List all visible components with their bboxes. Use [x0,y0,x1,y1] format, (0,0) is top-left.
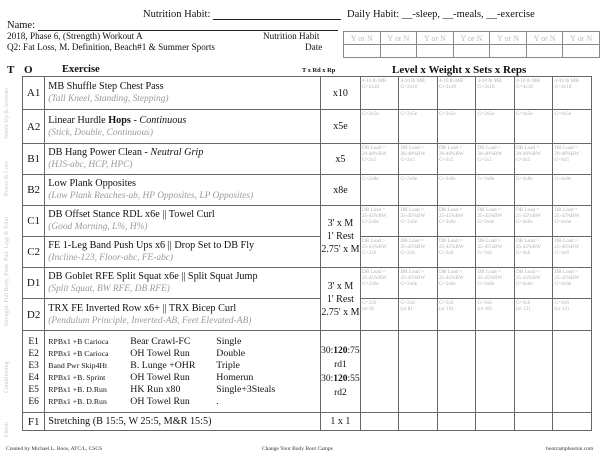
goal-line: Q2: Fat Loss, M. Definition, Beach#1 & Summer Sports [7,42,215,52]
footer-url: bootcampboston.com [546,446,594,452]
order-label: C1 [23,206,45,237]
yorn-cell[interactable]: Y or N [526,32,563,45]
log-cell[interactable]: G=2x6 (or 8) [399,299,438,331]
log-cell[interactable]: 4-10 lb MB G=3x10 [476,77,515,110]
log-cell[interactable]: DB Load = 25-45%BW G=4x6e [553,268,592,299]
exercise-name: FE 1-Leg Band Push Ups x6 || Drop Set to DB Fly [48,240,255,251]
table-row [23,206,592,237]
yorn-cell[interactable]: Y or N [380,32,417,45]
order-label: A1 [23,77,45,110]
order-label: D2 [23,299,45,331]
conditioning-item: OH Towel Run [130,347,190,359]
log-cell[interactable]: DB Load = 25-45%BW G=2x6 [360,237,399,268]
table-row [23,144,592,175]
workout-table [22,76,592,431]
exercise-name-note: - Continuous [130,114,187,126]
log-cell[interactable]: DB Load = 25-45%BW G=2x6e [360,268,399,299]
exercise-name: DB Goblet RFE Split Squat x6e || Split Squat Jump [48,271,258,282]
log-cell[interactable] [553,413,592,431]
exercise-name: DB Hang Power Clean [48,147,142,158]
conditioning-item: Double [216,347,246,359]
footer-brand: Change Your Body Boot Camps [262,446,333,452]
exercise-name-bold: Hops [108,114,131,126]
order-label: E1 [28,336,39,347]
conditioning-row [23,331,592,413]
yorn-cell[interactable]: Y or N [417,32,454,45]
exercise-progression: (Tall Kneel, Standing, Stepping) [48,94,169,104]
log-cell[interactable] [476,331,515,413]
order-label: E4 [28,372,39,383]
log-cell[interactable]: 4-10 lb MB G=2x10 [399,77,438,110]
order-label: B1 [23,144,45,175]
exercise-name: Low Plank Opposites [48,178,137,189]
col-level: Level x Weight x Sets x Reps [392,64,527,76]
table-row [23,175,592,206]
sidebar-conditioning: Conditioning [4,361,10,393]
log-cell[interactable]: G=4x8e [553,175,592,206]
log-cell[interactable]: G=2x8e [360,175,399,206]
log-cell[interactable]: DB Load = 25-45%BW G=4x6e [514,206,553,237]
log-cell[interactable]: G=2x5e [399,110,438,144]
exercise-progression: (Good Morning, L%, H%) [48,222,148,232]
log-cell[interactable]: G=4x8e [514,175,553,206]
log-cell[interactable] [399,413,438,431]
order-label: E3 [28,360,39,371]
txr-line: rd2 [334,387,347,398]
nutrition-habit-blank[interactable] [213,19,341,20]
exercise-cell [45,110,321,144]
txr-line: 30:120:75 [321,345,360,356]
log-cell[interactable]: 4-10 lb MB G=3x10 [437,77,476,110]
log-cell[interactable] [514,413,553,431]
exercise-cell [45,77,321,110]
exercise-progression: (Stick, Double, Continuous) [48,127,153,138]
conditioning-item: Triple [216,359,240,371]
date-cell[interactable] [417,45,454,58]
log-cell[interactable]: DB Load = 20-40%BW G=4x5 [553,144,592,175]
date-cell[interactable] [490,45,527,58]
conditioning-item: RPBx1 +B Carioca [48,348,109,358]
name-label: Name: [7,20,35,31]
table-row [23,299,592,331]
col-txr: T x Rd x Rp [302,67,336,74]
txr-line: rd1 [334,359,347,370]
log-cell[interactable] [399,331,438,413]
log-cell[interactable]: G=3x8e [437,175,476,206]
exercise-cell [45,268,321,299]
log-cell[interactable] [360,331,399,413]
exercise-name: TRX FE Inverted Row x6+ || TRX Bicep Curl [48,302,237,314]
conditioning-item: RPBx1 +B. D.Run [48,396,107,406]
table-row [23,110,592,144]
sidebar-warmup: Warm-Up & Activate [4,87,10,139]
exercise-name: Linear Hurdle [48,114,109,126]
log-cell[interactable] [437,331,476,413]
log-cell[interactable] [360,413,399,431]
exercise-cell [45,175,321,206]
log-cell[interactable]: DB Load = 20-40%BW G=2x5 [360,144,399,175]
table-row [23,268,592,299]
order-label: D1 [23,268,45,299]
log-cell[interactable]: G=3x5e [437,110,476,144]
yorn-table [343,31,600,58]
log-cell[interactable]: DB Load = 25-45%BW G=2x6e [399,268,438,299]
daily-habit-label: Daily Habit: __-sleep, __-meals, __-exercise [347,9,535,20]
table-row [23,413,592,431]
footer-credit: Created by Michael L. Boos, ATC/L, CSCS [6,446,103,452]
log-cell[interactable]: DB Load = 25-45%BW G=2x6 [399,237,438,268]
yorn-cell[interactable]: Y or N [453,32,490,45]
log-cell[interactable]: G=2x8e [399,175,438,206]
log-cell[interactable]: DB Load = 25-45%BW G=4x6e [553,206,592,237]
log-cell[interactable]: DB Load = 20-40%BW G=4x5 [514,144,553,175]
order-label: A2 [23,110,45,144]
order-label: E6 [28,396,39,407]
sidebar-power: Power & Core [4,161,10,197]
conditioning-col3 [212,336,316,408]
txr-line: 2.75' x M [321,306,360,318]
sidebar-finish: Finish [4,421,10,437]
sidebar-strength: Strength: Full Body, Push, Pull, Legs & Total [4,216,10,326]
order-label: C2 [23,237,45,268]
txr-cell [320,268,360,331]
conditioning-item: RPBx1 +B Carioca [48,336,109,346]
nutrition-habit-row-label: Nutrition Habit [263,31,320,41]
conditioning-item: HK Run x80 [130,383,181,395]
nutrition-habit-label: Nutrition Habit: [143,9,211,20]
log-cell[interactable]: DB Load = 25-45%BW G=3x6e [437,268,476,299]
date-cell[interactable] [563,45,600,58]
conditioning-item: OH Towel Run [130,371,190,383]
log-cell[interactable] [437,413,476,431]
log-cell[interactable]: DB Load = 25-45%BW G=2x6e [360,206,399,237]
order-label: E5 [28,384,39,395]
conditioning-item: B. Lunge +OHR [130,359,196,371]
log-cell[interactable]: G=4x5e [553,110,592,144]
txr-line: 1' Rest [326,293,354,305]
log-cell[interactable]: G=2x6 (or 8) [360,299,399,331]
exercise-name: MB Shuffle Step Chest Pass [48,81,164,92]
exercise-cell [45,299,321,331]
date-row-label: Date [305,42,323,52]
log-cell[interactable]: G=2x5e [360,110,399,144]
conditioning-item: . [216,395,219,407]
log-cell[interactable]: DB Load = 25-45%BW G=3x6e [437,206,476,237]
txr-line: 3' x M [327,218,354,229]
exercise-name-note: - Neutral Grip [141,147,204,158]
log-cell[interactable]: G=4x6 (or 12) [514,299,553,331]
table-row [23,77,592,110]
log-cell[interactable]: DB Load = 25-45%BW G=3x6 [476,237,515,268]
exercise-progression: (Pendulum Principle, Inverted-AB, Feet Elevated-AB) [48,315,252,326]
col-exercise: Exercise [62,64,100,75]
txr-cell: x5 [320,144,360,175]
table-row [23,237,592,268]
conditioning-item: OH Towel Run [130,395,190,407]
log-cell[interactable]: G=3x8e [476,175,515,206]
yorn-cell[interactable]: Y or N [344,32,381,45]
log-cell[interactable]: DB Load = 25-45%BW G=2x6e [399,206,438,237]
conditioning-item: RPBx1 +B. Sprint [48,372,106,382]
yorn-cell[interactable]: Y or N [563,32,600,45]
exercise-progression: (Low Plank Reaches-ab, HP Opposites, LP Opposites) [48,191,254,201]
conditioning-item: Bear Crawl-FC [130,335,191,347]
conditioning-item: Band Pwr Skip4Ht [48,360,108,370]
date-cell[interactable] [380,45,417,58]
exercise-name: DB Offset Stance RDL x6e || Towel Curl [48,209,215,220]
conditioning-item: Single [216,335,242,347]
yorn-cell[interactable]: Y or N [490,32,527,45]
exercise-cell [45,144,321,175]
order-label: F1 [23,413,45,431]
log-cell[interactable] [476,413,515,431]
log-cell[interactable]: DB Load = 25-45%BW G=4x6e [514,268,553,299]
date-cell[interactable] [344,45,381,58]
log-cell[interactable]: DB Load = 25-45%BW G=3x6e [476,268,515,299]
date-cell[interactable] [526,45,563,58]
exercise-cell [45,237,321,268]
log-cell[interactable]: DB Load = 25-45%BW G=3x6 [437,237,476,268]
txr-cell: x8e [320,175,360,206]
exercise-name: Stretching (B 15:5, W 25:5, M&R 15:5) [45,413,321,431]
txr-line: 2.75' x M [321,244,360,255]
log-cell[interactable]: G=3x6 (or 10) [476,299,515,331]
log-cell[interactable]: G=4x5e [514,110,553,144]
exercise-progression: (HJS-abc, HCP, HPC) [48,160,133,170]
log-cell[interactable]: G=3x5e [476,110,515,144]
log-cell[interactable] [514,331,553,413]
log-cell[interactable]: 4-10 lb MB G=4x10 [553,77,592,110]
log-cell[interactable]: 4-10 lb MB G=4x10 [514,77,553,110]
log-cell[interactable]: G=4x6 (or 12) [553,299,592,331]
conditioning-col2 [126,336,212,408]
conditioning-txr [320,331,360,413]
txr-cell: 1 x 1 [320,413,360,431]
exercise-progression: (Incline-123, Floor-abc, FE-abc) [48,253,174,263]
conditioning-item: Single+3Steals [216,383,276,395]
txr-cell: x10 [320,77,360,110]
txr-line: 3' x M [327,280,354,292]
txr-cell: x5e [320,110,360,144]
log-cell[interactable]: DB Load = 20-40%BW G=2x5 [399,144,438,175]
log-cell[interactable]: DB Load = 25-45%BW G=4x6 [514,237,553,268]
conditioning-col1 [45,336,126,408]
log-cell[interactable]: G=3x6 (or 10) [437,299,476,331]
col-t: T [7,64,15,76]
log-cell[interactable]: DB Load = 20-40%BW G=3x5 [437,144,476,175]
order-label: E2 [28,348,39,359]
log-cell[interactable]: 4-10 lb MB G=2x10 [360,77,399,110]
conditioning-item: RPBx1 +B. D.Run [48,384,107,394]
txr-line: 30:120:55 [321,373,360,384]
order-label: B2 [23,175,45,206]
conditioning-cell [45,331,321,413]
log-cell[interactable]: DB Load = 25-45%BW G=3x6e [476,206,515,237]
col-o: O [24,64,33,76]
date-cell[interactable] [453,45,490,58]
txr-line: 1' Rest [326,231,354,242]
log-cell[interactable]: DB Load = 20-40%BW G=3x5 [476,144,515,175]
program-line: 2018, Phase 6, (Strength) Workout A [7,31,143,41]
log-cell[interactable] [553,331,592,413]
exercise-cell [45,206,321,237]
exercise-progression: (Split Squat, BW RFE, DB RFE) [48,284,170,294]
conditioning-item: Homerun [216,371,254,383]
txr-cell [320,206,360,268]
log-cell[interactable]: DB Load = 25-45%BW G=4x6 [553,237,592,268]
conditioning-orders [23,331,45,413]
